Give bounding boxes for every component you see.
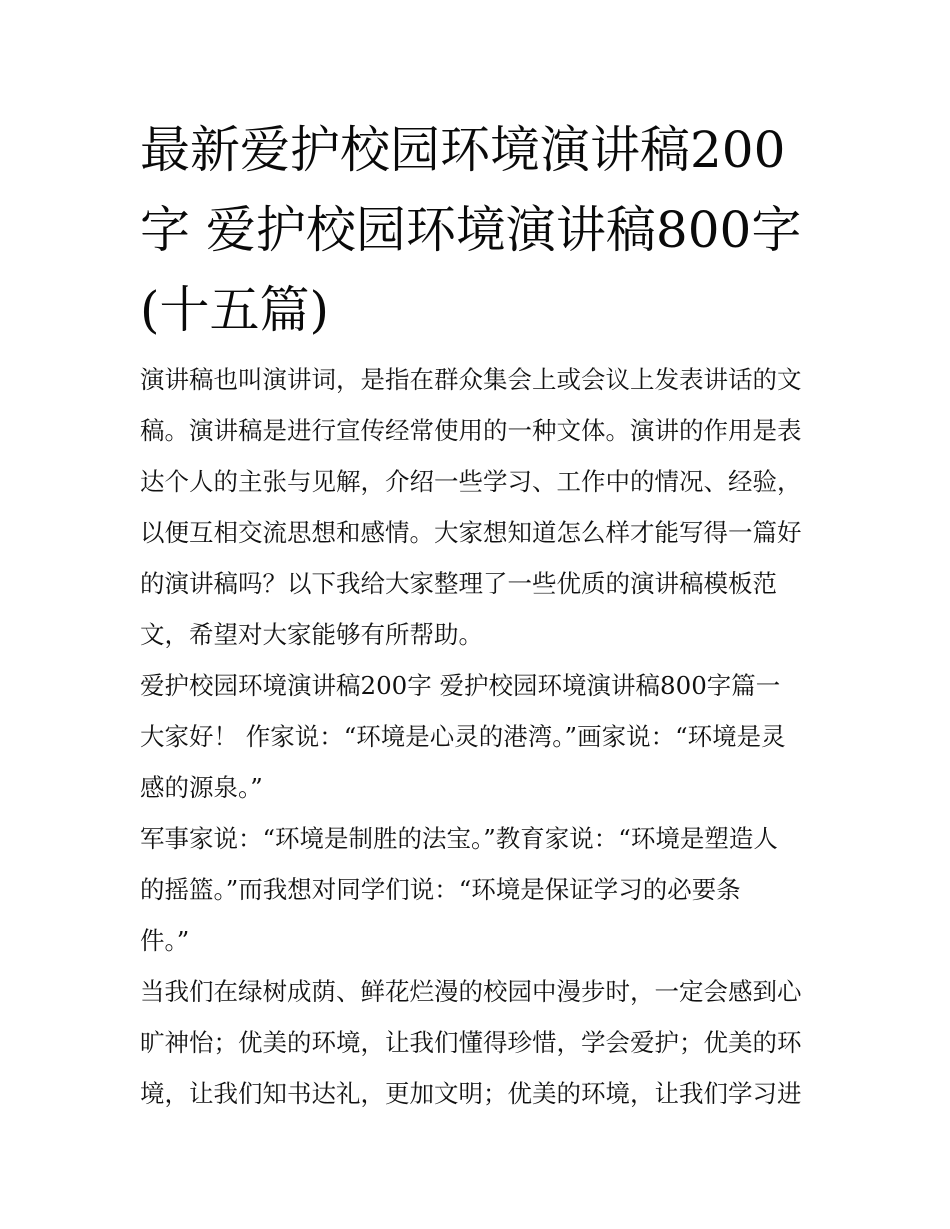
title-line: 字 爱护校园环境演讲稿800字: [140, 201, 802, 259]
paragraph-line: 旷神怡；优美的环境，让我们懂得珍惜，学会爱护；优美的环: [140, 1028, 802, 1057]
title-line: (十五篇): [140, 281, 330, 339]
paragraph-line: 的摇篮。”而我想对同学们说：“环境是保证学习的必要条: [140, 875, 741, 904]
document-body: [140, 354, 830, 1119]
paragraph-line: 境，让我们知书达礼，更加文明；优美的环境，让我们学习进: [140, 1079, 802, 1108]
paragraph-line: 件。”: [140, 926, 190, 955]
paragraph-line: 当我们在绿树成荫、鲜花烂漫的校园中漫步时，一定会感到心: [140, 977, 802, 1006]
paragraph-line: 大家好！ 作家说：“环境是心灵的港湾。”画家说：“环境是灵: [140, 722, 786, 751]
intro-line: 文，希望对大家能够有所帮助。: [140, 620, 483, 649]
paragraph-line: 军事家说：“环境是制胜的法宝。”教育家说：“环境是塑造人: [140, 824, 778, 853]
section-heading: 爱护校园环境演讲稿200字 爱护校园环境演讲稿800字篇一: [140, 671, 781, 700]
title-line: 最新爱护校园环境演讲稿200: [140, 121, 786, 179]
intro-line: 以便互相交流思想和感情。大家想知道怎么样才能写得一篇好: [140, 518, 802, 547]
intro-line: 的演讲稿吗？以下我给大家整理了一些优质的演讲稿模板范: [140, 569, 777, 598]
intro-line: 稿。演讲稿是进行宣传经常使用的一种文体。演讲的作用是表: [140, 416, 802, 445]
intro-line: 演讲稿也叫演讲词，是指在群众集会上或会议上发表讲话的文: [140, 365, 802, 394]
intro-line: 达个人的主张与见解，介绍一些学习、工作中的情况、经验，: [140, 467, 802, 496]
paragraph-line: 感的源泉。”: [140, 773, 263, 802]
document-title: [140, 110, 820, 350]
